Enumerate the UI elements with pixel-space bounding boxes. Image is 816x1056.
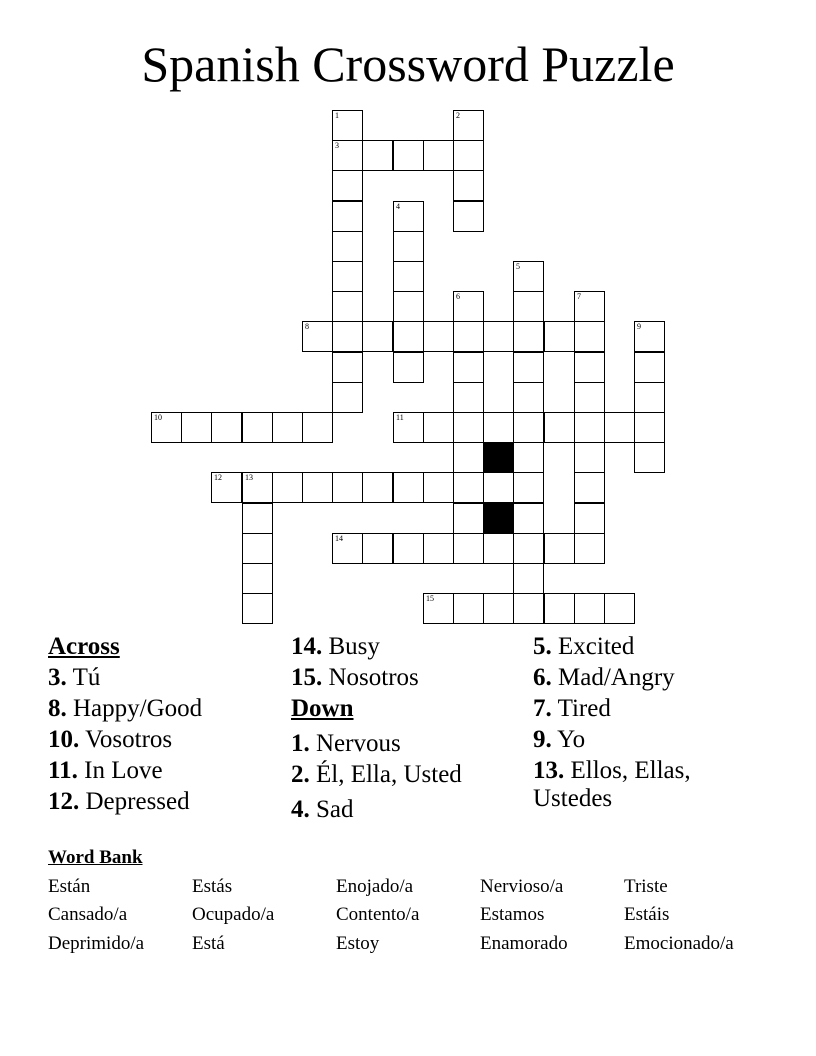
grid-cell[interactable] (634, 352, 665, 383)
grid-cell[interactable] (513, 533, 544, 564)
grid-cell[interactable] (423, 593, 454, 624)
word-bank-item: Enamorado (480, 933, 568, 954)
grid-cell[interactable] (574, 382, 605, 413)
grid-cell[interactable] (513, 442, 544, 473)
grid-cell[interactable] (453, 382, 484, 413)
grid-cell[interactable] (513, 261, 544, 292)
grid-cell[interactable] (302, 472, 333, 503)
grid-cell[interactable] (604, 593, 635, 624)
clue-number-13: 13 (245, 473, 253, 482)
clues-column-2 (291, 631, 526, 825)
word-bank-item: Enojado/a (336, 876, 414, 897)
clue-number-5: 5 (516, 262, 520, 271)
grid-cell[interactable] (453, 321, 484, 352)
grid-cell[interactable] (211, 412, 242, 443)
grid-cell[interactable] (332, 110, 363, 141)
grid-cell[interactable] (574, 291, 605, 322)
clue-across-8: 8. Happy/Good (48, 695, 203, 722)
grid-cell[interactable] (242, 533, 273, 564)
grid-cell[interactable] (574, 442, 605, 473)
clue-across-12: 12. Depressed (48, 788, 190, 815)
grid-cell[interactable] (393, 412, 424, 443)
grid-cell[interactable] (453, 201, 484, 232)
grid-cell[interactable] (453, 593, 484, 624)
grid-cell[interactable] (513, 412, 544, 443)
grid-cell[interactable] (302, 321, 333, 352)
grid-cell[interactable] (332, 201, 363, 232)
puzzle-title: Spanish Crossword Puzzle (141, 36, 675, 92)
grid-cell[interactable] (151, 412, 182, 443)
clue-across-14: 14. Busy (291, 633, 380, 660)
grid-cell[interactable] (332, 472, 363, 503)
grid-cell[interactable] (574, 352, 605, 383)
grid-cell[interactable] (242, 563, 273, 594)
grid-cell[interactable] (393, 261, 424, 292)
clue-number-11: 11 (396, 413, 404, 422)
grid-cell[interactable] (574, 533, 605, 564)
grid-cell[interactable] (574, 593, 605, 624)
word-bank-item: Estoy (336, 933, 380, 954)
grid-cell[interactable] (483, 472, 514, 503)
grid-cell[interactable] (242, 472, 273, 503)
grid-cell[interactable] (574, 321, 605, 352)
clue-number-6: 6 (456, 292, 460, 301)
clues-column-1 (48, 631, 278, 817)
grid-cell[interactable] (362, 140, 393, 171)
grid-cell[interactable] (574, 412, 605, 443)
grid-cell[interactable] (181, 412, 212, 443)
word-bank-item: Estás (192, 876, 233, 897)
grid-cell[interactable] (393, 291, 424, 322)
grid-cell[interactable] (634, 321, 665, 352)
grid-cell[interactable] (393, 321, 424, 352)
grid-cell[interactable] (453, 503, 484, 534)
grid-cell[interactable] (513, 291, 544, 322)
clue-number-8: 8 (305, 322, 309, 331)
grid-cell[interactable] (332, 352, 363, 383)
grid-cell[interactable] (513, 321, 544, 352)
grid-cell[interactable] (332, 291, 363, 322)
clue-across-10: 10. Vosotros (48, 726, 173, 753)
grid-cell[interactable] (393, 140, 424, 171)
grid-cell[interactable] (513, 352, 544, 383)
grid-cell[interactable] (362, 533, 393, 564)
clue-number-4: 4 (396, 202, 400, 211)
clue-number-12: 12 (214, 473, 222, 482)
grid-block-cell (483, 442, 514, 473)
grid-cell[interactable] (423, 472, 454, 503)
grid-cell[interactable] (453, 170, 484, 201)
grid-block-cell (483, 503, 514, 534)
grid-cell[interactable] (242, 412, 273, 443)
grid-cell[interactable] (272, 472, 303, 503)
word-bank-item: Nervioso/a (480, 876, 564, 897)
grid-cell[interactable] (453, 472, 484, 503)
clue-number-3: 3 (335, 141, 339, 150)
grid-cell[interactable] (544, 593, 575, 624)
clue-down-9: 9. Yo (533, 726, 586, 753)
grid-cell[interactable] (242, 503, 273, 534)
clue-number-10: 10 (154, 413, 162, 422)
word-bank-item: Está (192, 933, 225, 954)
clues-column-3 (533, 631, 773, 813)
grid-cell[interactable] (574, 472, 605, 503)
grid-cell[interactable] (423, 533, 454, 564)
grid-cell[interactable] (423, 321, 454, 352)
word-bank-item: Emocionado/a (624, 933, 734, 954)
clue-down-4: 4. Sad (291, 796, 354, 823)
grid-cell[interactable] (302, 412, 333, 443)
word-bank-item: Contento/a (336, 904, 420, 925)
grid-cell[interactable] (393, 472, 424, 503)
grid-cell[interactable] (453, 533, 484, 564)
grid-cell[interactable] (272, 412, 303, 443)
grid-cell[interactable] (544, 533, 575, 564)
word-bank-item: Ocupado/a (192, 904, 275, 925)
clue-down-2: 2. Él, Ella, Usted (291, 761, 462, 788)
grid-cell[interactable] (634, 412, 665, 443)
grid-cell[interactable] (332, 170, 363, 201)
grid-cell[interactable] (544, 321, 575, 352)
grid-cell[interactable] (483, 412, 514, 443)
grid-cell[interactable] (453, 352, 484, 383)
clue-number-14: 14 (335, 534, 343, 543)
grid-cell[interactable] (242, 593, 273, 624)
clue-down-7: 7. Tired (533, 695, 611, 722)
grid-cell[interactable] (393, 231, 424, 262)
grid-cell[interactable] (483, 593, 514, 624)
clue-number-2: 2 (456, 111, 460, 120)
grid-cell[interactable] (634, 442, 665, 473)
grid-cell[interactable] (423, 140, 454, 171)
word-bank-item: Cansado/a (48, 904, 128, 925)
word-bank-item: Estamos (480, 904, 545, 925)
word-bank-item: Deprimido/a (48, 933, 145, 954)
grid-cell[interactable] (544, 412, 575, 443)
grid-cell[interactable] (574, 503, 605, 534)
grid-cell[interactable] (393, 201, 424, 232)
clue-number-1: 1 (335, 111, 339, 120)
word-bank-title: Word Bank (48, 847, 143, 868)
grid-cell[interactable] (513, 382, 544, 413)
across-heading: Across (48, 633, 120, 660)
grid-cell[interactable] (513, 472, 544, 503)
word-bank-item: Están (48, 876, 91, 897)
down-heading: Down (291, 695, 354, 722)
grid-cell[interactable] (453, 291, 484, 322)
grid-cell[interactable] (211, 472, 242, 503)
clue-number-9: 9 (637, 322, 641, 331)
grid-cell[interactable] (453, 442, 484, 473)
clue-down-5: 5. Excited (533, 633, 635, 660)
clue-down-13: 13. Ellos, Ellas, Ustedes (533, 757, 691, 812)
word-bank-item: Triste (624, 876, 668, 897)
grid-cell[interactable] (332, 533, 363, 564)
grid-cell[interactable] (393, 352, 424, 383)
grid-cell[interactable] (604, 412, 635, 443)
grid-cell[interactable] (453, 412, 484, 443)
grid-cell[interactable] (362, 321, 393, 352)
grid-cell[interactable] (453, 110, 484, 141)
clue-across-3: 3. Tú (48, 664, 101, 691)
grid-cell[interactable] (393, 533, 424, 564)
grid-cell[interactable] (332, 321, 363, 352)
grid-cell[interactable] (423, 412, 454, 443)
clue-across-15: 15. Nosotros (291, 664, 419, 691)
grid-cell[interactable] (634, 382, 665, 413)
clue-across-11: 11. In Love (48, 757, 163, 784)
grid-cell[interactable] (332, 231, 363, 262)
clue-number-7: 7 (577, 292, 581, 301)
word-bank-item: Estáis (624, 904, 670, 925)
grid-cell[interactable] (453, 140, 484, 171)
grid-cell[interactable] (483, 533, 514, 564)
grid-cell[interactable] (332, 261, 363, 292)
clue-down-1: 1. Nervous (291, 730, 401, 757)
clue-number-15: 15 (426, 594, 434, 603)
grid-cell[interactable] (483, 321, 514, 352)
grid-cell[interactable] (513, 563, 544, 594)
grid-cell[interactable] (513, 593, 544, 624)
grid-cell[interactable] (332, 140, 363, 171)
clue-down-6: 6. Mad/Angry (533, 664, 675, 691)
grid-cell[interactable] (362, 472, 393, 503)
grid-cell[interactable] (513, 503, 544, 534)
grid-cell[interactable] (332, 382, 363, 413)
